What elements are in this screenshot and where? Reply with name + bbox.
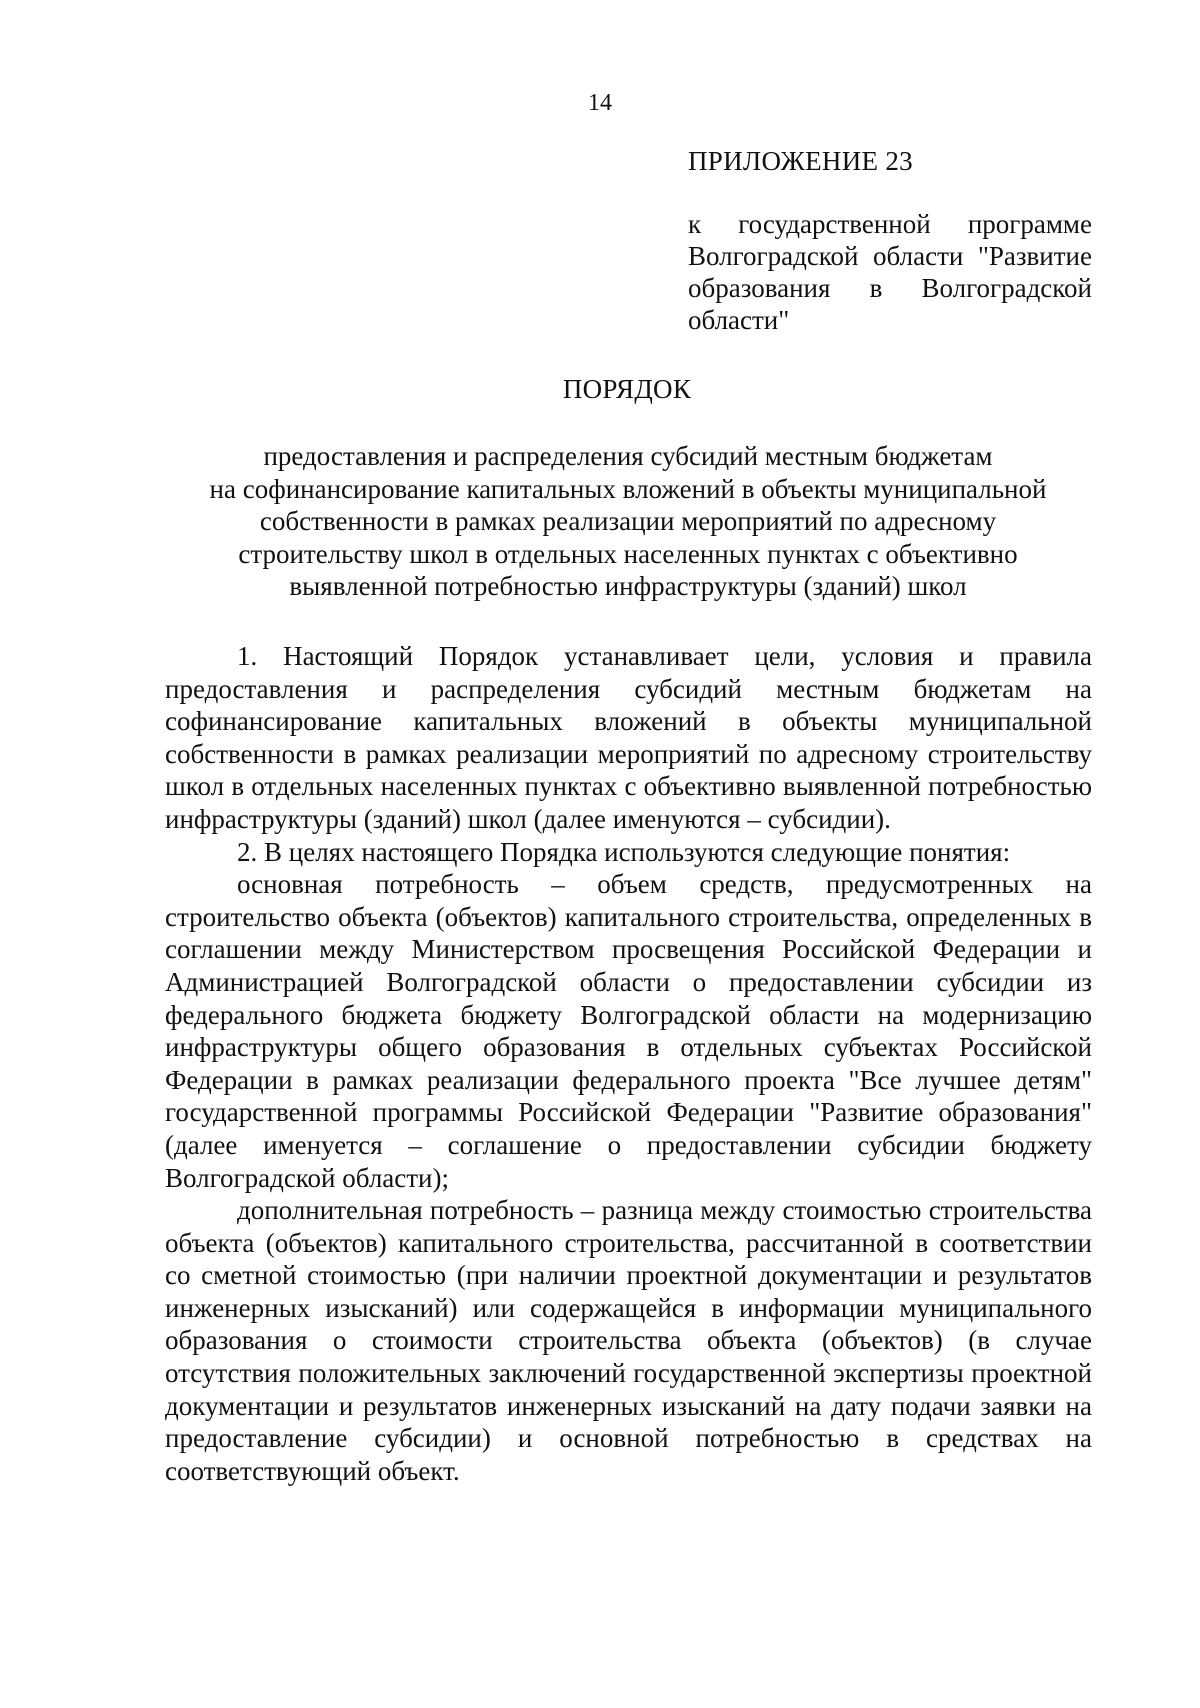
paragraph-1: 1. Настоящий Порядок устанавливает цели, условия и правила предоставления и распределения субсидий местным бюджетам на софинансирование капитальных вложений в объекты муниципальной собственности в рамках реализации мероприятий по адресному строительству школ в отдельных населенных пунктах с объективно выявленной потребностью инфраструктуры (зданий) школ (далее именуются – субсидии). [165,641,1092,834]
appendix-reference: к государственной программе Волгоградской области "Развитие образования в Волгоградской области" [688,209,1092,335]
paragraph-3: основная потребность – объем средств, предусмотренных на строительство объекта (объектов) капитального строительства, определенных в соглашении между Министерством просвещения Российской Федерации и Администрацией Волгоградской области о предоставлении субсидии из федерального бюджета бюджету Волгоградской области на модернизацию инфраструктуры общего образования в отдельных субъектах Российской Федерации в рамках реализации федерального проекта "Все лучшее детям" государственной программы Российской Федерации "Развитие образования" (далее именуется – соглашение о предоставлении субсидии бюджету Волгоградской области); [165,869,1092,1193]
document-subtitle: предоставления и распределения субсидий местным бюджетам на софинансирование капитальных вложений в объекты муниципальной собственности в рамках реализации мероприятий по адресному строительству школ в отдельных населенных пунктах с объективно выявленной потребностью инфраструктуры (зданий) школ [209,441,1047,602]
page-number: 14 [588,90,612,116]
appendix-title: ПРИЛОЖЕНИЕ 23 [688,146,913,176]
paragraph-4: дополнительная потребность – разница между стоимостью строительства объекта (объектов) капитального строительства, рассчитанной в соответствии со сметной стоимостью (при наличии проектной документации и результатов инженерных изысканий) или содержащейся в информации муниципального образования о стоимости строительства объекта (объектов) (в случае отсутствия положительных заключений государственной экспертизы проектной документации и результатов инженерных изысканий на дату подачи заявки на предоставление субсидии) и основной потребностью в средствах на соответствующий объект. [165,1195,1092,1486]
document-body [165,640,1092,1487]
document-title: ПОРЯДОК [562,374,692,404]
paragraph-2: 2. В целях настоящего Порядка используются следующие понятия: [237,836,1011,867]
